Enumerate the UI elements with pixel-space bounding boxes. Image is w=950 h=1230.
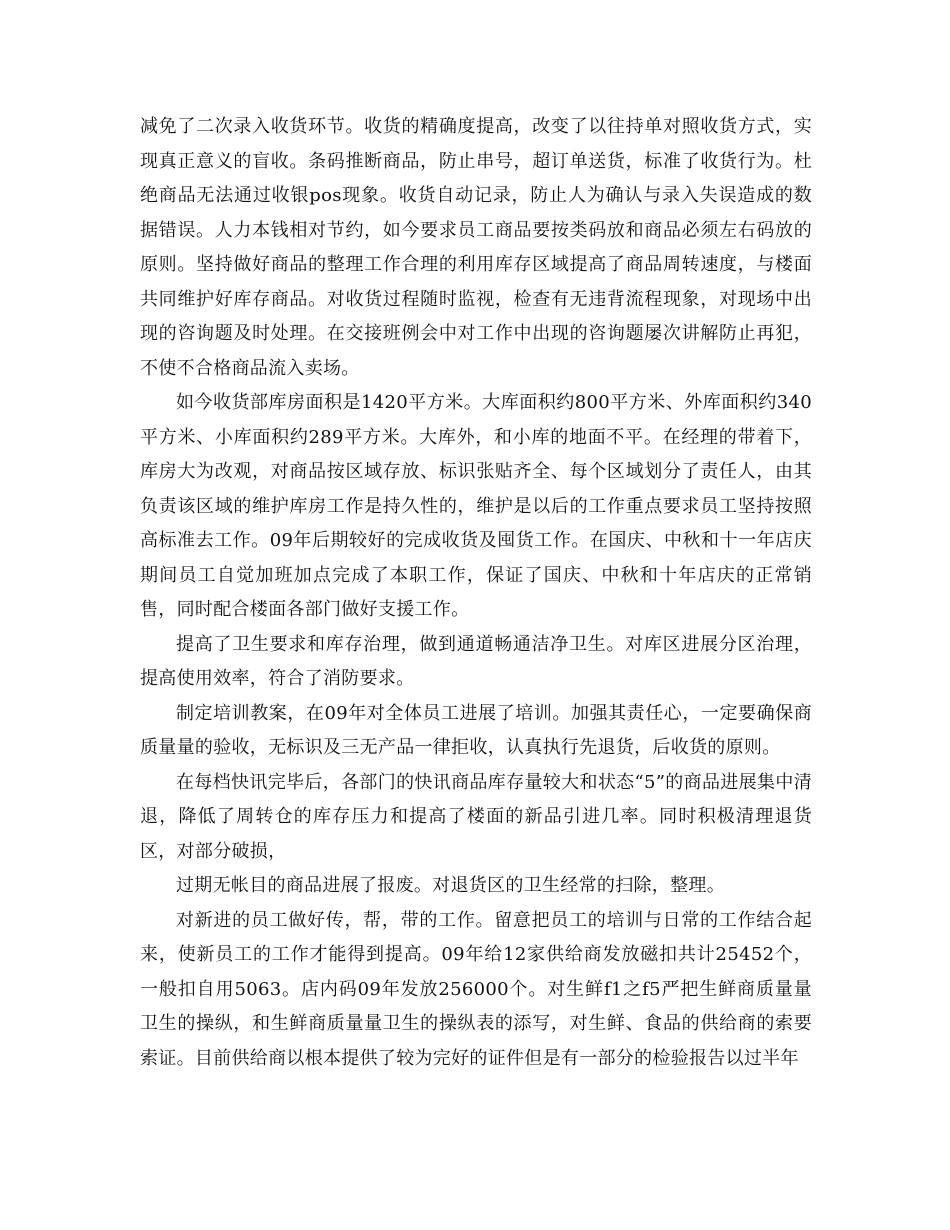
paragraph-3: 提高了卫生要求和库存治理，做到通道畅通洁净卫生。对库区进展分区治理，提高使用效率，符合了消防要求。: [140, 633, 812, 689]
paragraph-5: 在每档快讯完毕后，各部门的快讯商品库存量较大和状态“5”的商品进展集中清退，降低了周转仓的库存压力和提高了楼面的新品引进几率。同时积极清理退货区，对部分破损，: [140, 771, 812, 862]
paragraph-1: 减免了二次录入收货环节。收货的精确度提高，改变了以往持单对照收货方式，实现真正意义的盲收。条码推断商品，防止串号，超订单送货，标准了收货行为。杜绝商品无法通过收银pos现象。收货自动记录，防止人为确认与录入失误造成的数据错误。人力本钱相对节约，如今要求员工商品要按类码放和商品必须左右码放的原则。坚持做好商品的整理工作合理的利用库存区域提高了商品周转速度，与楼面共同维护好库存商品。对收货过程随时监视，检查有无违背流程现象，对现场中出现的咨询题及时处理。在交接班例会中对工作中出现的咨询题屡次讲解防止再犯，不使不合格商品流入卖场。: [140, 116, 812, 379]
paragraph-4: 制定培训教案，在09年对全体员工进展了培训。加强其责任心，一定要确保商质量量的验收，无标识及三无产品一律拒收，认真执行先退货，后收货的原则。: [140, 702, 812, 758]
paragraph-6: 过期无帐目的商品进展了报废。对退货区的卫生经常的扫除，整理。: [176, 875, 725, 896]
paragraph-2: 如今收货部库房面积是1420平方米。大库面积约800平方米、外库面积约340平方米、小库面积约289平方米。大库外，和小库的地面不平。在经理的带着下，库房大为改观，对商品按区域存放、标识张贴齐全、每个区域划分了责任人，由其负责该区域的维护库房工作是持久性的，维护是以后的工作重点要求员工坚持按照高标准去工作。09年后期较好的完成收货及囤货工作。在国庆、中秋和十一年店庆期间员工自觉加班加点完成了本职工作，保证了国庆、中秋和十年店庆的正常销售，同时配合楼面各部门做好支援工作。: [140, 392, 812, 620]
paragraph-7: 对新进的员工做好传，帮，带的工作。留意把员工的培训与日常的工作结合起来，使新员工的工作才能得到提高。09年给12家供给商发放磁扣共计25452个，一般扣自用5063。店内码09年发放256000个。对生鲜f1之f5严把生鲜商质量量卫生的操纵，和生鲜商质量量卫生的操纵表的添写，对生鲜、食品的供给商的索要索证。目前供给商以根本提供了较为完好的证件但是有一部分的检验报告以过半年: [140, 909, 812, 1069]
document-body: [140, 110, 812, 1076]
